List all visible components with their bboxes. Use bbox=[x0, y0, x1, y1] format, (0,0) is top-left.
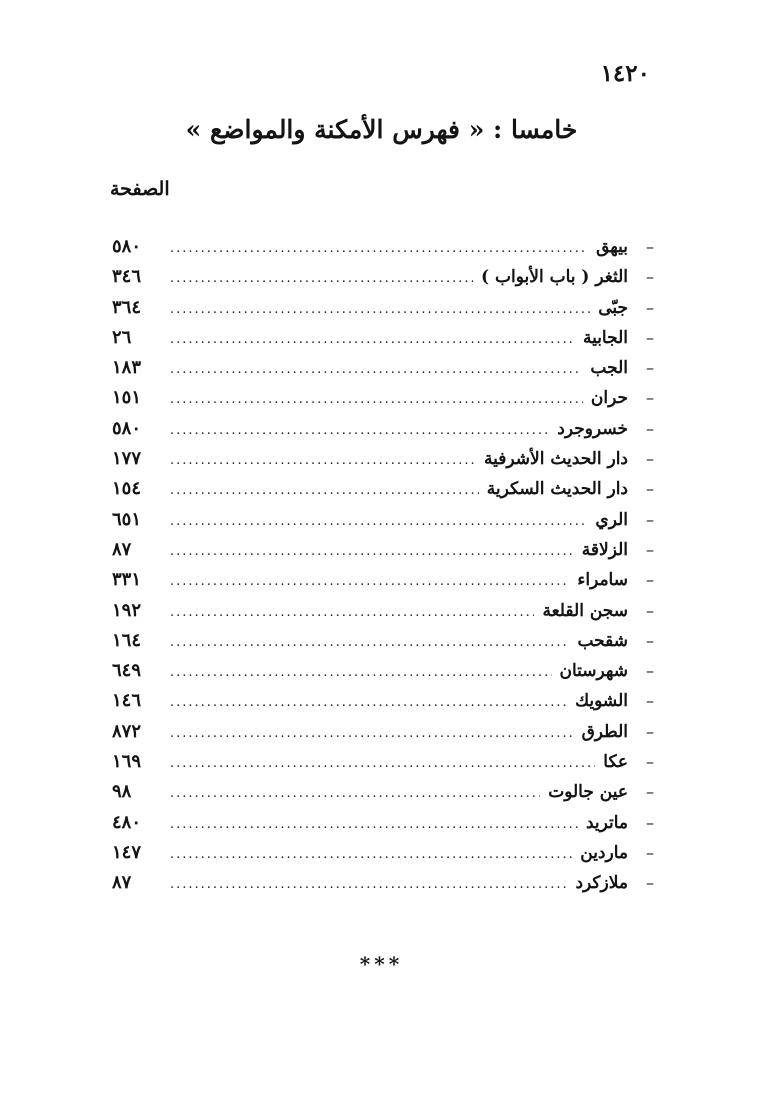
place-name: جبّى bbox=[598, 297, 628, 318]
place-name: الثغر ( باب الأبواب ) bbox=[481, 267, 628, 288]
page-reference: ٦٤٩ bbox=[112, 660, 142, 682]
page-reference: ١٤٦ bbox=[112, 690, 142, 712]
dot-leader bbox=[170, 483, 479, 498]
entry-dash: – bbox=[646, 267, 654, 287]
index-entry bbox=[112, 478, 654, 508]
place-name: الطرق bbox=[581, 721, 628, 742]
place-name: الجب bbox=[590, 358, 628, 379]
dot-leader bbox=[170, 514, 587, 529]
dot-leader bbox=[170, 786, 540, 801]
page-number: ١٤٢٠ bbox=[600, 60, 650, 87]
dot-leader bbox=[170, 756, 595, 771]
place-name: حران bbox=[590, 388, 628, 409]
page-reference: ٢٦ bbox=[112, 326, 132, 348]
dot-leader bbox=[170, 302, 590, 317]
entry-dash: – bbox=[646, 842, 654, 862]
place-name: ملازكرد bbox=[575, 873, 628, 894]
place-name: الزلاقة bbox=[581, 539, 628, 560]
index-entry bbox=[112, 690, 654, 720]
place-name: ماردين bbox=[580, 842, 628, 863]
place-name: دار الحديث السكرية bbox=[486, 479, 628, 500]
page-reference: ١٤٧ bbox=[112, 841, 142, 863]
index-entry bbox=[112, 266, 654, 296]
place-name: عين جالوت bbox=[548, 782, 628, 803]
index-entry bbox=[112, 751, 654, 781]
index-entry bbox=[112, 660, 654, 690]
end-of-section-mark: *** bbox=[359, 952, 404, 976]
page-reference: ١٥١ bbox=[112, 387, 142, 409]
page-reference: ١٥٤ bbox=[112, 478, 142, 500]
page-reference: ١٦٤ bbox=[112, 629, 142, 651]
page-reference: ٨٧ bbox=[112, 538, 132, 560]
entry-dash: – bbox=[646, 358, 654, 378]
entry-dash: – bbox=[646, 812, 654, 832]
dot-leader bbox=[170, 574, 569, 589]
place-name: ماتريد bbox=[585, 812, 628, 833]
entry-dash: – bbox=[646, 873, 654, 893]
entry-dash: – bbox=[646, 449, 654, 469]
entry-dash: – bbox=[646, 570, 654, 590]
entry-dash: – bbox=[646, 479, 654, 499]
page-reference: ٥٨٠ bbox=[112, 417, 142, 439]
dot-leader bbox=[170, 392, 583, 407]
index-entry bbox=[112, 872, 654, 902]
index-entry bbox=[112, 327, 654, 357]
page-reference: ٨٧٢ bbox=[112, 720, 142, 742]
dot-leader bbox=[170, 362, 582, 377]
dot-leader bbox=[170, 544, 574, 559]
dot-leader bbox=[170, 665, 552, 680]
page-reference: ٥٨٠ bbox=[112, 236, 142, 257]
entry-dash: – bbox=[646, 600, 654, 620]
dot-leader bbox=[170, 453, 476, 468]
page-reference: ٦٥١ bbox=[112, 508, 142, 530]
place-name: شقحب bbox=[577, 630, 628, 651]
page-reference: ٨٧ bbox=[112, 872, 132, 894]
dot-leader bbox=[170, 241, 588, 256]
index-entry bbox=[112, 781, 654, 811]
place-name: سجن القلعة bbox=[542, 600, 628, 621]
entry-dash: – bbox=[646, 630, 654, 650]
index-entry bbox=[112, 630, 654, 660]
index-entry bbox=[112, 236, 654, 266]
page-column-header: الصفحة bbox=[110, 178, 170, 200]
entry-dash: – bbox=[646, 539, 654, 559]
dot-leader bbox=[170, 877, 567, 892]
entry-dash: – bbox=[646, 782, 654, 802]
entry-dash: – bbox=[646, 721, 654, 741]
index-entry bbox=[112, 357, 654, 387]
place-name: خسروجرد bbox=[557, 418, 628, 439]
dot-leader bbox=[170, 726, 574, 741]
page-reference: ٣٦٤ bbox=[112, 296, 142, 318]
page-reference: ١٩٢ bbox=[112, 599, 142, 621]
places-index-list bbox=[112, 236, 654, 903]
entry-dash: – bbox=[646, 237, 654, 256]
page-reference: ٣٤٦ bbox=[112, 266, 142, 288]
place-name: بيهق bbox=[596, 237, 628, 257]
page-reference: ٩٨ bbox=[112, 781, 132, 803]
dot-leader bbox=[170, 271, 473, 286]
entry-dash: – bbox=[646, 752, 654, 772]
index-entry bbox=[112, 812, 654, 842]
page-reference: ١٦٩ bbox=[112, 751, 142, 773]
index-entry bbox=[112, 842, 654, 872]
dot-leader bbox=[170, 695, 567, 710]
place-name: دار الحديث الأشرفية bbox=[484, 449, 628, 470]
place-name: الجابية bbox=[582, 327, 628, 348]
index-entry bbox=[112, 721, 654, 751]
dot-leader bbox=[170, 847, 572, 862]
dot-leader bbox=[170, 635, 569, 650]
section-title: خامسا : « فهرس الأمكنة والمواضع » bbox=[185, 115, 578, 144]
entry-dash: – bbox=[646, 297, 654, 317]
page-reference: ١٨٣ bbox=[112, 357, 142, 379]
index-entry bbox=[112, 539, 654, 569]
place-name: الري bbox=[595, 509, 628, 530]
index-entry bbox=[112, 569, 654, 599]
place-name: شهرستان bbox=[559, 661, 628, 682]
entry-dash: – bbox=[646, 327, 654, 347]
place-name: سامراء bbox=[577, 570, 628, 591]
place-name: الشويك bbox=[575, 691, 628, 712]
entry-dash: – bbox=[646, 661, 654, 681]
index-entry bbox=[112, 448, 654, 478]
index-entry bbox=[112, 509, 654, 539]
entry-dash: – bbox=[646, 418, 654, 438]
page-reference: ٤٨٠ bbox=[112, 811, 142, 833]
dot-leader bbox=[170, 423, 549, 438]
index-entry bbox=[112, 600, 654, 630]
dot-leader bbox=[170, 332, 575, 347]
page-reference: ٣٣١ bbox=[112, 569, 142, 591]
index-entry bbox=[112, 418, 654, 448]
index-entry bbox=[112, 297, 654, 327]
place-name: عكا bbox=[603, 752, 628, 773]
dot-leader bbox=[170, 817, 578, 832]
entry-dash: – bbox=[646, 509, 654, 529]
entry-dash: – bbox=[646, 388, 654, 408]
dot-leader bbox=[170, 605, 534, 620]
entry-dash: – bbox=[646, 691, 654, 711]
index-entry bbox=[112, 387, 654, 417]
page-reference: ١٧٧ bbox=[112, 448, 142, 470]
